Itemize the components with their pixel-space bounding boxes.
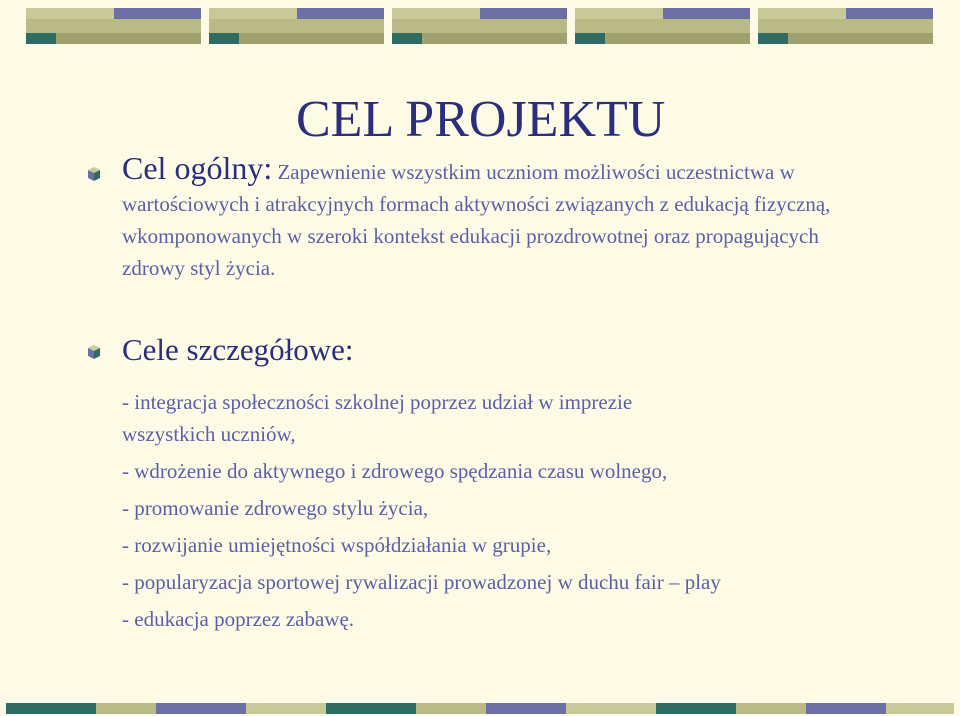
list-item <box>122 603 902 635</box>
general-goal-text: Zapewnienie wszystkim uczniom możliwości uczestnictwa w wartościowych i atrakcyjnych formach aktywności związanych z edukacją fizyczną, wkomponowanych w szeroki kontekst edukacji prozdrowotnej oraz propagujących zdrowy styl życia. <box>122 160 831 280</box>
band-segment <box>326 703 416 714</box>
top-decoration-band <box>26 8 934 44</box>
band-tile <box>209 8 384 44</box>
list-item <box>122 529 902 561</box>
band-segment <box>736 703 806 714</box>
list-item-text: - promowanie zdrowego stylu życia, <box>122 496 429 520</box>
general-goal-label: Cel ogólny: <box>122 150 273 186</box>
general-goal-paragraph <box>122 152 834 284</box>
band-segment <box>566 703 656 714</box>
band-segment <box>6 703 96 714</box>
list-item <box>122 386 902 450</box>
band-tile <box>758 8 933 44</box>
list-item-text: - integracja społeczności szkolnej poprzez udział w imprezie <box>122 390 633 414</box>
specific-goals-heading: Cele szczegółowe: <box>122 332 354 367</box>
band-segment <box>806 703 886 714</box>
band-segment <box>156 703 246 714</box>
list-item <box>122 455 902 487</box>
list-item <box>122 492 902 524</box>
band-tile <box>392 8 567 44</box>
cube-bullet-icon <box>86 344 102 360</box>
band-segment <box>246 703 326 714</box>
band-segment <box>96 703 156 714</box>
band-tile <box>575 8 750 44</box>
list-item-text: - rozwijanie umiejętności współdziałania w grupie, <box>122 533 552 557</box>
list-item-text: - edukacja poprzez zabawę. <box>122 607 355 631</box>
band-segment <box>656 703 736 714</box>
band-segment <box>486 703 566 714</box>
list-item-text-continued: wszystkich uczniów, <box>122 422 296 446</box>
bottom-decoration-band <box>6 703 954 714</box>
list-item-text: - popularyzacja sportowej rywalizacji prowadzonej w duchu fair – play <box>122 570 721 594</box>
band-segment <box>886 703 954 714</box>
list-item <box>122 566 902 598</box>
slide-title: CEL PROJEKTU <box>296 91 666 148</box>
cube-bullet-icon <box>86 166 102 182</box>
specific-goals-list <box>122 386 902 640</box>
band-tile <box>26 8 201 44</box>
band-segment <box>416 703 486 714</box>
list-item-text: - wdrożenie do aktywnego i zdrowego spędzania czasu wolnego, <box>122 459 668 483</box>
